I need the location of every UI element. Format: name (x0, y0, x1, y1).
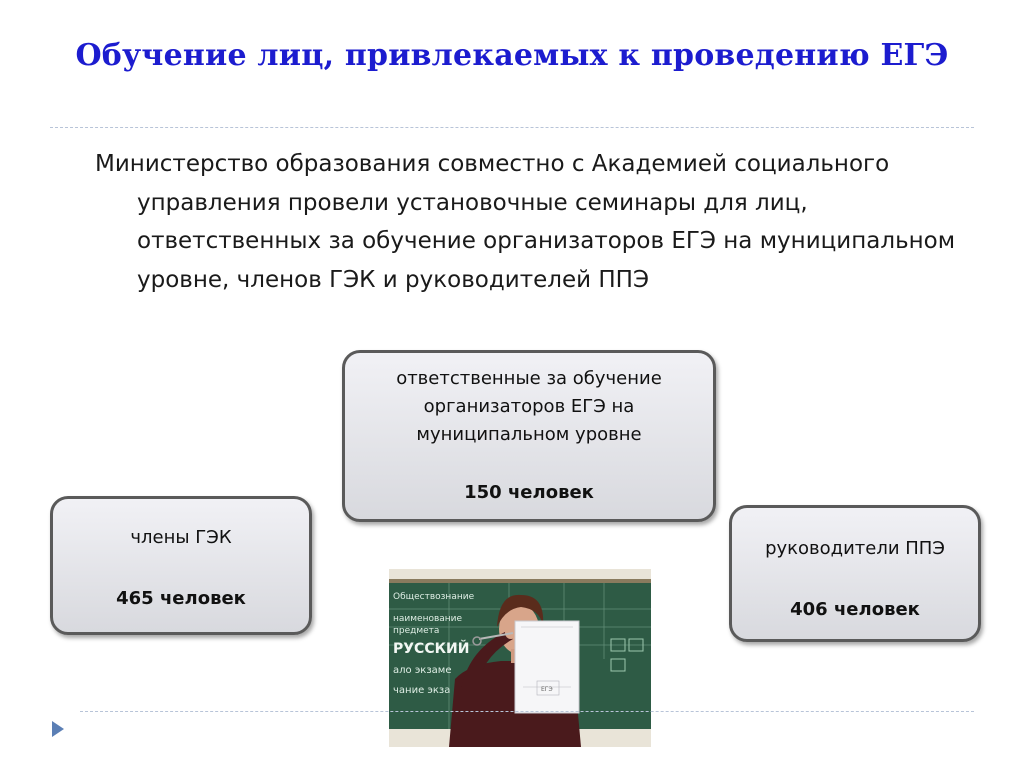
box-ppe-heads-count: 406 человек (790, 599, 920, 620)
slide-body-text: Министерство образования совместно с Академией социального управления провели установочные семинары для лиц, ответственных за обучение организаторов ЕГЭ на муниципальном уровне, членов ГЭК и руководителей ППЭ (95, 151, 956, 293)
top-divider (50, 127, 974, 128)
board-text-6: чание экза (393, 685, 451, 696)
box-ppe-heads-label: руководители ППЭ (765, 538, 945, 559)
board-text-3: предмета (393, 626, 440, 636)
box-gek-members-count: 465 человек (116, 588, 246, 609)
box-organizer-trainers-count: 150 человек (464, 482, 594, 503)
triangle-bullet-icon (50, 720, 66, 738)
board-text-5: ало экзаме (393, 665, 452, 676)
photo-woman-with-exam-packet (389, 569, 651, 747)
bottom-divider (80, 711, 974, 712)
box-organizer-trainers (342, 350, 716, 522)
box-gek-members-label: члены ГЭК (130, 527, 232, 548)
slide-title: Обучение лиц, привлекаемых к проведению ЕГЭ (75, 38, 949, 73)
packet-label: ЕГЭ (541, 686, 553, 693)
board-text-2: наименование (393, 614, 463, 624)
box-ppe-heads (729, 505, 981, 642)
board-text-4: РУССКИЙ (393, 641, 470, 657)
box-organizer-trainers-label: ответственные за обучение организаторов ЕГЭ на муниципальном уровне (396, 368, 662, 445)
board-text-1: Обществознание (393, 592, 475, 602)
box-gek-members (50, 496, 312, 635)
